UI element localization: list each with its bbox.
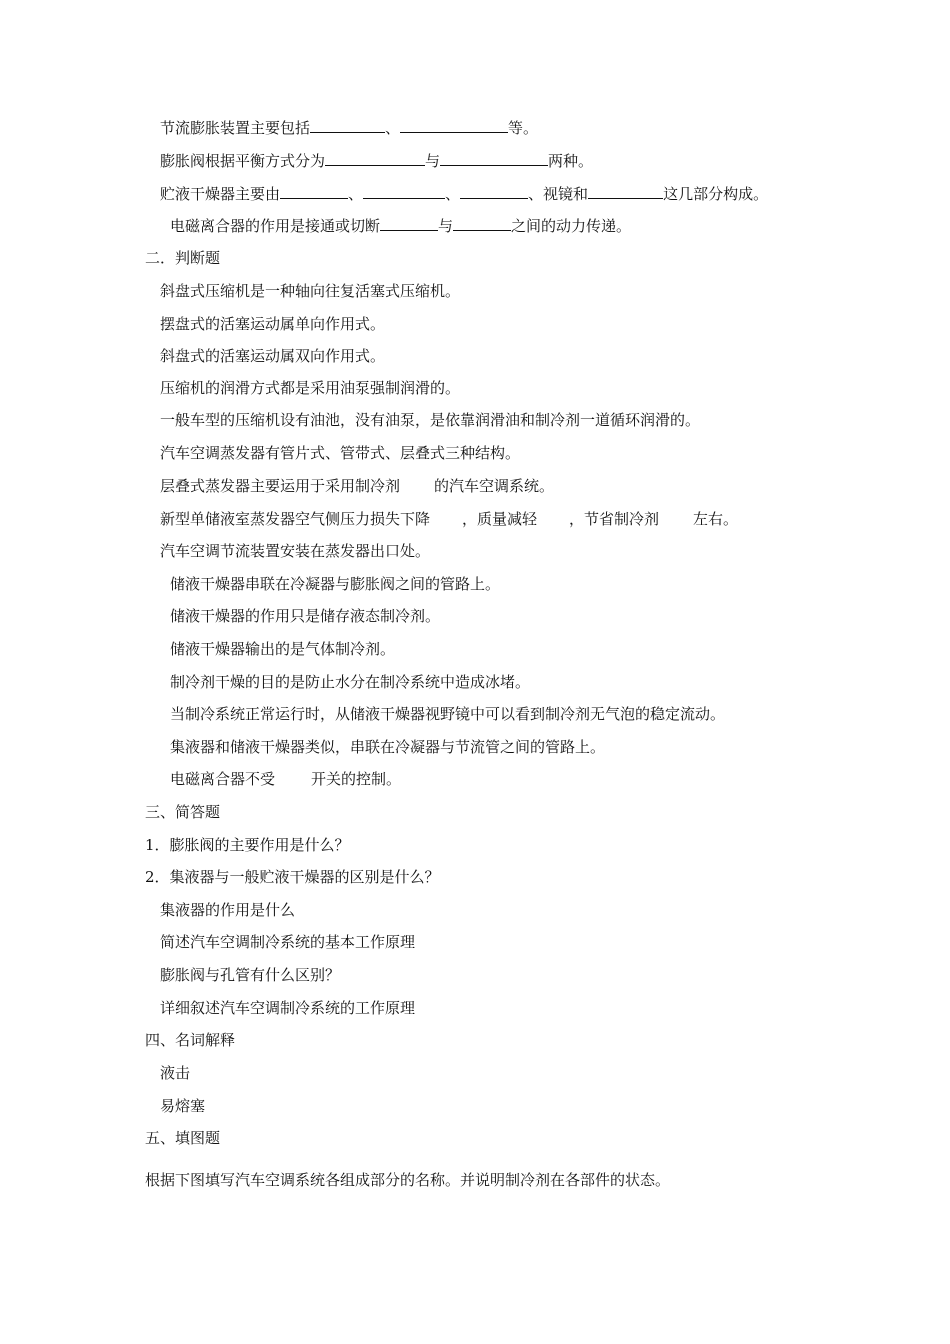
answer-blank — [380, 215, 438, 231]
short-answer-item-3: 集液器的作用是什么 — [160, 901, 296, 919]
q2-text-c: 两种。 — [548, 152, 594, 170]
answer-blank — [460, 183, 528, 199]
fill-in-q3 — [160, 183, 768, 204]
judge-item-1: 斜盘式压缩机是一种轴向往复活塞式压缩机。 — [160, 282, 461, 300]
q3-text-a: 贮液干燥器主要由 — [160, 185, 281, 203]
short-answer-item-5: 膨胀阀与孔管有什么区别？ — [160, 966, 341, 984]
q3-text-e: 这几部分构成。 — [663, 185, 769, 203]
q4-text-a: 电磁离合器的作用是接通或切断 — [170, 217, 381, 235]
judge-item-7 — [160, 476, 554, 496]
q3-text-d: 、视镜和 — [528, 185, 589, 203]
q1-text-b: 、 — [385, 119, 401, 137]
q1-text-a: 节流膨胀装置主要包括 — [160, 119, 311, 137]
judge-item-7-text-b: 的汽车空调系统。 — [434, 477, 555, 495]
answer-blank — [588, 183, 663, 199]
judge-item-15: 集液器和储液干燥器类似，串联在冷凝器与节流管之间的管路上。 — [170, 738, 606, 756]
judge-item-14: 当制冷系统正常运行时，从储液干燥器视野镜中可以看到制冷剂无气泡的稳定流动。 — [170, 705, 726, 723]
fill-in-q4 — [170, 215, 631, 236]
answer-blank — [400, 117, 508, 133]
short-answer-item-6: 详细叙述汽车空调制冷系统的工作原理 — [160, 999, 416, 1017]
judge-item-8-text-c: ，节省制冷剂 — [569, 510, 660, 528]
judge-item-12: 储液干燥器输出的是气体制冷剂。 — [170, 640, 396, 658]
judge-item-13: 制冷剂干燥的目的是防止水分在制冷系统中造成冰堵。 — [170, 673, 531, 691]
judge-item-16-text-a: 电磁离合器不受 — [170, 770, 276, 788]
judge-item-8-text-a: 新型单储液室蒸发器空气侧压力损失下降 — [160, 510, 431, 528]
short-answer-item-4: 简述汽车空调制冷系统的基本工作原理 — [160, 933, 416, 951]
judge-item-9: 汽车空调节流装置安装在蒸发器出口处。 — [160, 542, 431, 560]
figure-instruction: 根据下图填写汽车空调系统各组成部分的名称。并说明制冷剂在各部件的状态。 — [145, 1171, 671, 1189]
judge-item-8 — [160, 509, 738, 529]
judge-item-10: 储液干燥器串联在冷凝器与膨胀阀之间的管路上。 — [170, 575, 501, 593]
answer-blank — [280, 183, 348, 199]
answer-blank — [310, 117, 385, 133]
q4-text-c: 之间的动力传递。 — [511, 217, 632, 235]
q1-text-c: 等。 — [508, 119, 539, 137]
term-item-2: 易熔塞 — [160, 1097, 206, 1115]
q4-text-b: 与 — [438, 217, 454, 235]
q2-text-a: 膨胀阀根据平衡方式分为 — [160, 152, 326, 170]
judge-item-16-text-b: 开关的控制。 — [311, 770, 402, 788]
judge-item-8-text-d: 左右。 — [693, 510, 739, 528]
section-heading-short-answer: 三、简答题 — [145, 803, 221, 821]
q2-text-b: 与 — [425, 152, 441, 170]
judge-item-8-text-b: ，质量减轻 — [462, 510, 538, 528]
short-answer-item-2: 2．集液器与一般贮液干燥器的区别是什么？ — [145, 868, 440, 886]
section-heading-terms: 四、名词解释 — [145, 1031, 236, 1049]
judge-item-11: 储液干燥器的作用只是储存液态制冷剂。 — [170, 607, 441, 625]
judge-item-2: 摆盘式的活塞运动属单向作用式。 — [160, 315, 386, 333]
section-heading-judge: 二．判断题 — [145, 249, 221, 267]
judge-item-6: 汽车空调蒸发器有管片式、管带式、层叠式三种结构。 — [160, 444, 521, 462]
section-heading-figure: 五、填图题 — [145, 1129, 221, 1147]
answer-blank — [453, 215, 511, 231]
q3-text-c: 、 — [445, 185, 461, 203]
judge-item-4: 压缩机的润滑方式都是采用油泵强制润滑的。 — [160, 379, 461, 397]
judge-item-7-text-a: 层叠式蒸发器主要运用于采用制冷剂 — [160, 477, 401, 495]
fill-in-q1 — [160, 117, 538, 138]
answer-blank — [440, 150, 548, 166]
answer-blank — [363, 183, 445, 199]
judge-item-5: 一般车型的压缩机设有油池，没有油泵，是依靠润滑油和制冷剂一道循环润滑的。 — [160, 411, 701, 429]
q3-text-b: 、 — [348, 185, 364, 203]
answer-blank — [325, 150, 425, 166]
short-answer-item-1: 1．膨胀阀的主要作用是什么？ — [145, 836, 350, 854]
term-item-1: 液击 — [160, 1064, 191, 1082]
judge-item-16 — [170, 769, 401, 789]
fill-in-q2 — [160, 150, 593, 171]
judge-item-3: 斜盘式的活塞运动属双向作用式。 — [160, 347, 386, 365]
